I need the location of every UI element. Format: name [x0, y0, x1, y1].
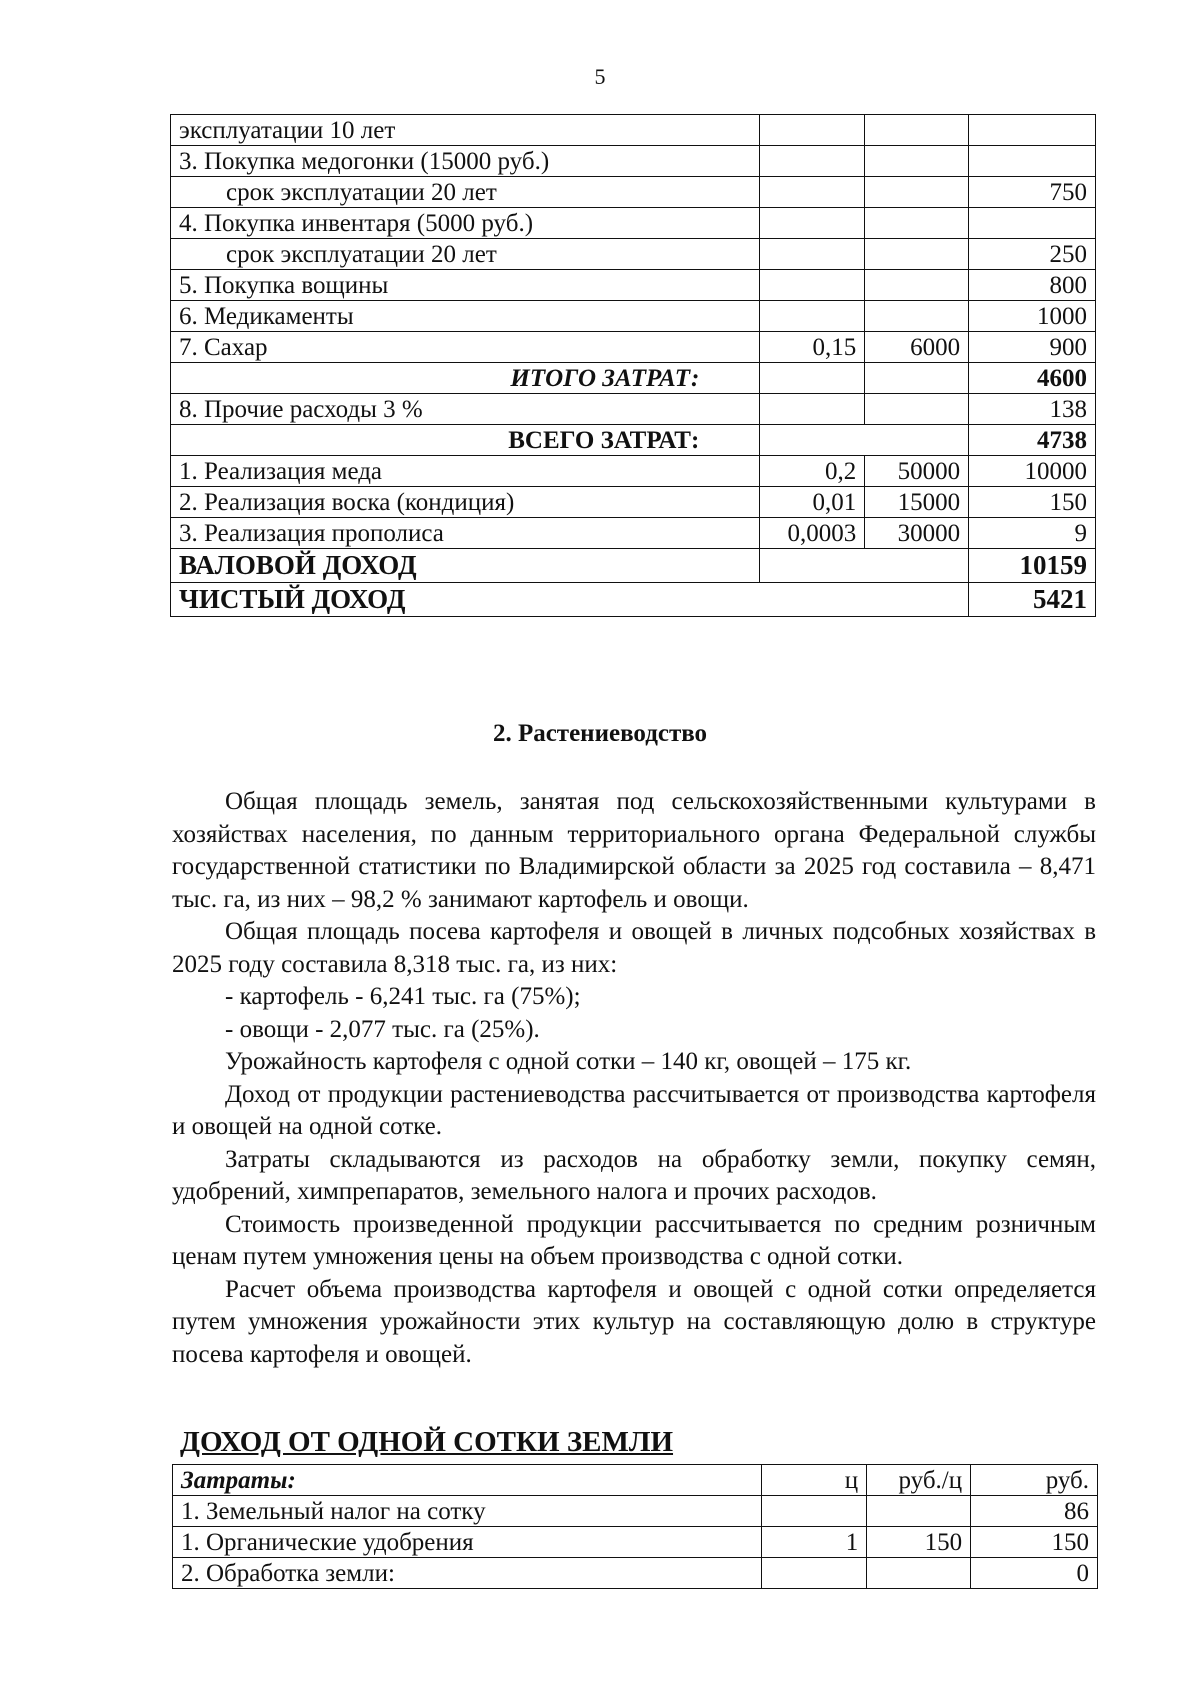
cell-sum [969, 208, 1096, 239]
cell-sum: 800 [969, 270, 1096, 301]
row-label: 4. Покупка инвентаря (5000 руб.) [171, 208, 760, 239]
cell-price [865, 146, 969, 177]
header-price: руб./ц [867, 1465, 971, 1496]
table-row-gross-income [171, 549, 1096, 583]
cell-price [865, 208, 969, 239]
paragraph: Общая площадь земель, занятая под сельскохозяйственными культурами в хозяйствах населения, по данным территориального органа Федеральной службы государственной статистики по Владимирской области за 2025 год составила – 8,471 тыс. га, из них – 98,2 % занимают картофель и овощи. [172, 788, 1096, 913]
cell-quantity: 0,01 [760, 487, 865, 518]
cell-price: 15000 [865, 487, 969, 518]
total-label: ВСЕГО ЗАТРАТ: [171, 425, 760, 456]
row-label: 2. Реализация воска (кондиция) [171, 487, 760, 518]
cell-price [867, 1496, 971, 1527]
cell-sum: 250 [969, 239, 1096, 270]
cell-price [865, 301, 969, 332]
paragraph: Стоимость произведенной продукции рассчитывается по средним розничным ценам путем умножения цены на объем производства с одной сотки. [172, 1210, 1096, 1270]
table-row [171, 270, 1096, 301]
cell-sum: 1000 [969, 301, 1096, 332]
section-heading: 2. Растениеводство [492, 720, 708, 747]
cell-quantity [762, 1558, 867, 1589]
row-label: срок эксплуатации 20 лет [171, 177, 760, 208]
subtotal-value: 4600 [969, 363, 1096, 394]
cell-sum: 10000 [969, 456, 1096, 487]
cell-price [865, 115, 969, 146]
table-row [171, 146, 1096, 177]
paragraph: Доход от продукции растениеводства рассчитывается от производства картофеля и овощей на одной сотке. [172, 1080, 1096, 1140]
table-row [173, 1527, 1098, 1558]
cell-sum: 86 [971, 1496, 1098, 1527]
table-row [173, 1496, 1098, 1527]
net-income-label: ЧИСТЫЙ ДОХОД [171, 583, 969, 617]
row-label: 3. Реализация прополиса [171, 518, 760, 549]
cell-sum: 900 [969, 332, 1096, 363]
cell-price [867, 1558, 971, 1589]
table-row [171, 332, 1096, 363]
paragraph: Общая площадь посева картофеля и овощей в личных подсобных хозяйствах в 2025 году составила 8,318 тыс. га, из них: [172, 918, 1096, 978]
income-table-title: ДОХОД ОТ ОДНОЙ СОТКИ ЗЕМЛИ [180, 1426, 674, 1458]
table-row [171, 456, 1096, 487]
apiary-cost-table [170, 114, 1096, 617]
table-row [173, 1558, 1098, 1589]
cell-quantity [760, 301, 865, 332]
cell-price: 30000 [865, 518, 969, 549]
net-income-value: 5421 [969, 583, 1096, 617]
paragraph: Расчет объема производства картофеля и овощей с одной сотки определяется путем умножения урожайности этих культур на составляющую долю в структуре посева картофеля и овощей. [172, 1275, 1096, 1368]
cell-quantity [760, 177, 865, 208]
list-item: - картофель - 6,241 тыс. га (75%); [225, 983, 581, 1010]
gross-income-value: 10159 [969, 549, 1096, 583]
row-label: 7. Сахар [171, 332, 760, 363]
cell-price: 150 [867, 1527, 971, 1558]
cell-sum: 0 [971, 1558, 1098, 1589]
table-row-total [171, 425, 1096, 456]
header-unit: ц [762, 1465, 867, 1496]
section-body [172, 786, 1096, 1371]
cell-quantity [760, 146, 865, 177]
row-label: 2. Обработка земли: [173, 1558, 762, 1589]
cell-price: 50000 [865, 456, 969, 487]
row-label: эксплуатации 10 лет [171, 115, 760, 146]
cell-sum: 150 [971, 1527, 1098, 1558]
cell-price [865, 394, 969, 425]
cell-quantity [760, 394, 865, 425]
table-row [171, 394, 1096, 425]
row-label: 1. Земельный налог на сотку [173, 1496, 762, 1527]
cell-quantity: 1 [762, 1527, 867, 1558]
cell-quantity: 0,0003 [760, 518, 865, 549]
table-row-net-income [171, 583, 1096, 617]
cell-price [865, 177, 969, 208]
table-row [171, 208, 1096, 239]
row-label: 1. Реализация меда [171, 456, 760, 487]
cell-quantity: 0,15 [760, 332, 865, 363]
cell-sum: 150 [969, 487, 1096, 518]
row-label: 5. Покупка вощины [171, 270, 760, 301]
cell-quantity: 0,2 [760, 456, 865, 487]
header-label: Затраты: [173, 1465, 762, 1496]
table-header-row [173, 1465, 1098, 1496]
paragraph: Затраты складываются из расходов на обработку земли, покупку семян, удобрений, химпрепаратов, земельного налога и прочих расходов. [172, 1145, 1096, 1205]
cell-price: 6000 [865, 332, 969, 363]
subtotal-label: ИТОГО ЗАТРАТ: [171, 363, 760, 394]
cell-quantity [760, 270, 865, 301]
row-label: 8. Прочие расходы 3 % [171, 394, 760, 425]
cell-sum [969, 115, 1096, 146]
cell-price [865, 270, 969, 301]
total-value: 4738 [969, 425, 1096, 456]
cell-sum: 138 [969, 394, 1096, 425]
cell-quantity [760, 208, 865, 239]
list-item: - овощи - 2,077 тыс. га (25%). [225, 1015, 540, 1043]
cell-price [865, 239, 969, 270]
table-row [171, 518, 1096, 549]
cell-quantity [760, 115, 865, 146]
table-row [171, 239, 1096, 270]
header-sum: руб. [971, 1465, 1098, 1496]
table-row [171, 177, 1096, 208]
table-row-subtotal [171, 363, 1096, 394]
gross-income-label: ВАЛОВОЙ ДОХОД [171, 549, 760, 583]
cell-quantity [760, 239, 865, 270]
cell-quantity [760, 363, 865, 394]
empty-cell [760, 425, 969, 456]
row-label: срок эксплуатации 20 лет [171, 239, 760, 270]
row-label: 3. Покупка медогонки (15000 руб.) [171, 146, 760, 177]
cell-sum: 9 [969, 518, 1096, 549]
paragraph: Урожайность картофеля с одной сотки – 140 кг, овощей – 175 кг. [225, 1048, 912, 1075]
page-number: 5 [594, 64, 606, 89]
income-per-sotka-table [172, 1464, 1098, 1589]
cell-quantity [762, 1496, 867, 1527]
table-row [171, 115, 1096, 146]
empty-cell [760, 549, 969, 583]
cell-sum [969, 146, 1096, 177]
cell-price [865, 363, 969, 394]
row-label: 6. Медикаменты [171, 301, 760, 332]
table-row [171, 487, 1096, 518]
cell-sum: 750 [969, 177, 1096, 208]
row-label: 1. Органические удобрения [173, 1527, 762, 1558]
table-row [171, 301, 1096, 332]
